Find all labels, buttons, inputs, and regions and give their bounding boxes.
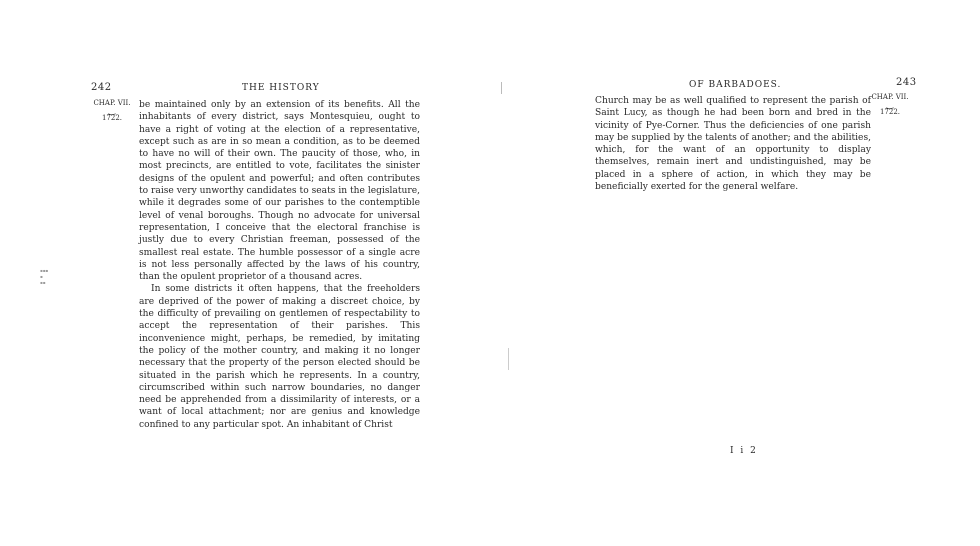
brace-icon: ⏟ [886,100,894,109]
right-page [490,0,980,546]
paragraph: be maintained only by an extension of its benefits. All the inhabitants of every district, says Montesquieu, ought to have a right of voting at the election of a representative, except such as are in so mean a condition, as to be deemed to have no will of their own. The paucity of those, who, in most precincts, are entitled to vote, facilitates the sinister designs of the opulent and powerful; and often contributes to raise very unworthy candidates to seats in the legislature, while it degrades some of our parishes to the contemptible level of venal boroughs. Though no advocate for universal representation, I conceive that the electoral franchise is justly due to every Christian freeman, possessed of the smallest real estate. The humble possessor of a single acre is not less personally affected by the laws of his country, than the opulent proprietor of a thousand acres. [139,100,420,283]
margin-year: 1722. [879,108,901,116]
running-head: OF BARBADOES. [689,80,782,90]
body-text [139,99,420,431]
signature-mark: I i 2 [730,446,758,456]
margin-chapter: CHAP. VII. [93,99,131,107]
body-text [595,95,871,193]
margin-year: 1722. [101,114,123,122]
running-head: THE HISTORY [242,83,320,93]
page-number: 242 [91,82,112,93]
brace-icon: ⏟ [108,106,116,115]
margin-note [90,99,134,123]
margin-note [868,93,912,117]
paragraph: In some districts it often happens, that the freeholders are deprived of the power of making a discreet choice, by the difficulty of prevailing on gentlemen of respectability to accept the representation of their parishes. This inconvenience might, perhaps, be remedied, by imitating the policy of the mother country, and making it no longer necessary that the property of the person elected should be situated in the parish which he represents. In a country, circumscribed within such narrow boundaries, no danger need be apprehended from a dissimilarity of interests, or a want of local attachment; nor are genius and knowledge confined to any particular spot. An inhabitant of Christ [139,284,420,430]
scan-speck: ▪▪▪ ▪ ▪▪ [40,268,49,285]
page-number: 243 [896,77,917,88]
paragraph: Church may be as well qualified to represent the parish of Saint Lucy, as though he had been born and bred in the vicinity of Pye-Corner. Thus the deficiencies of one parish may be supplied by the talents of another; and the abilities, which, for the want of an opportunity to display themselves, remain inert and undistinguished, may be placed in a sphere of action, in which they may be beneficially exerted for the general welfare. [595,96,871,193]
margin-chapter: CHAP. VII. [871,93,909,101]
